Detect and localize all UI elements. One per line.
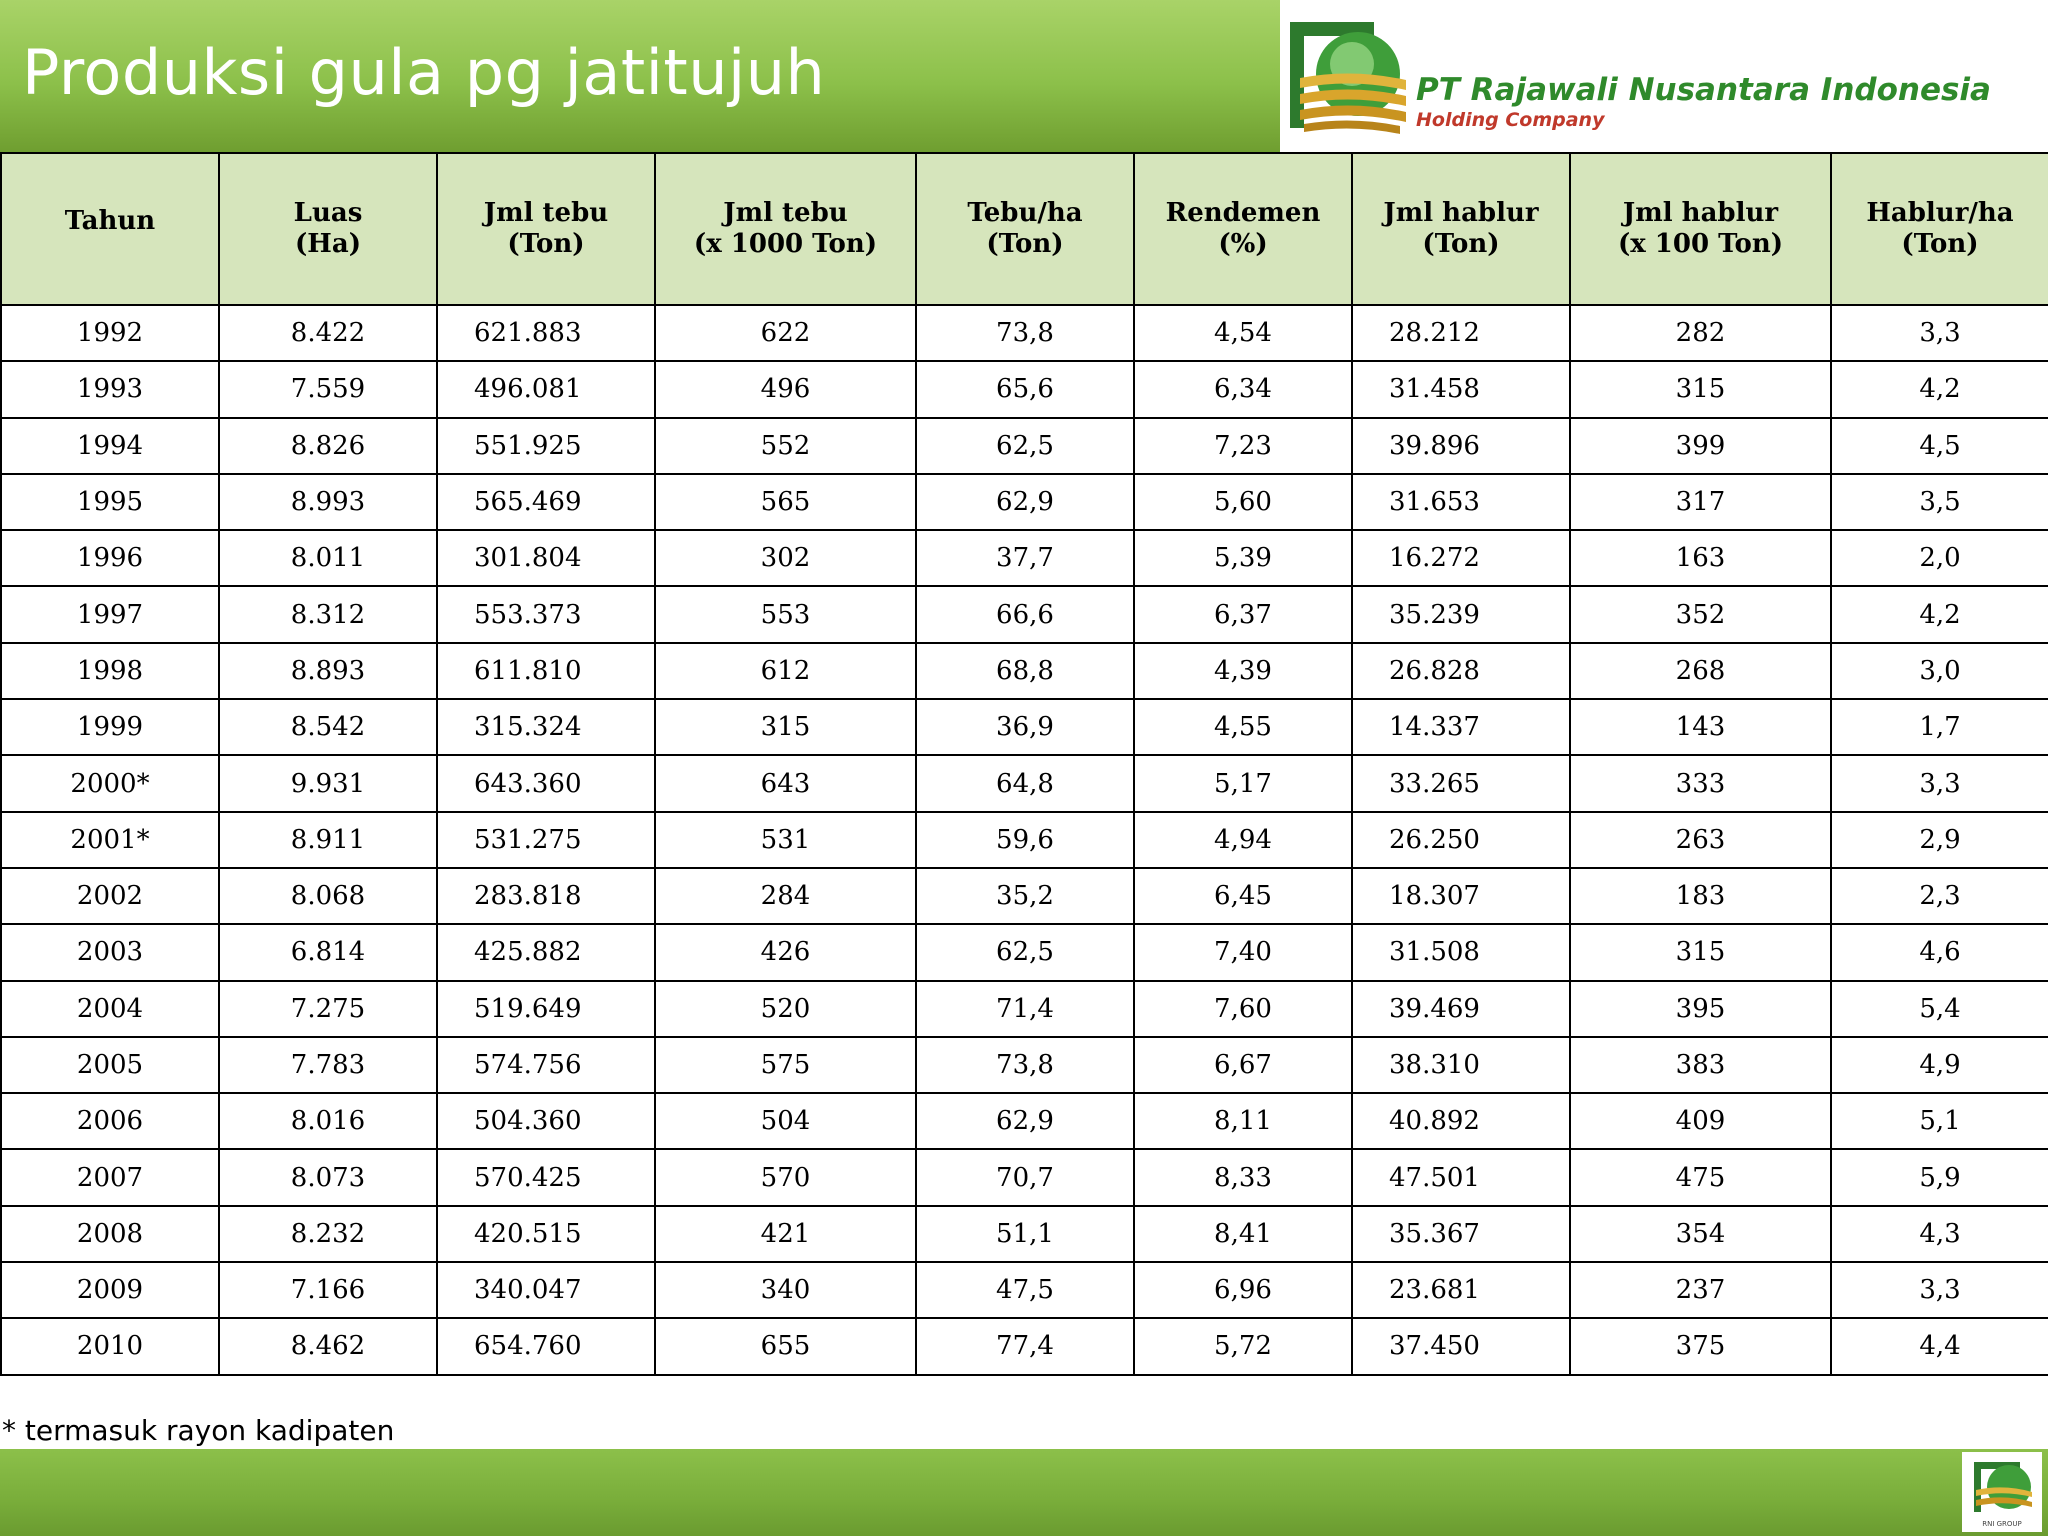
cell-jml-hablur: 38.310 xyxy=(1352,1037,1570,1093)
column-header-tebu-ha: Tebu/ha (Ton) xyxy=(916,153,1134,305)
table-row xyxy=(1,530,2048,586)
cell-tahun: 2009 xyxy=(1,1262,219,1318)
cell-luas: 8.993 xyxy=(219,474,437,530)
svg-text:RNI GROUP: RNI GROUP xyxy=(1982,1520,2022,1528)
table-row xyxy=(1,699,2048,755)
cell-luas: 8.826 xyxy=(219,418,437,474)
footer-bar xyxy=(0,1449,2048,1536)
cell-jml-hablur-100: 375 xyxy=(1570,1318,1831,1374)
cell-jml-hablur: 40.892 xyxy=(1352,1093,1570,1149)
cell-jml-tebu-1000: 553 xyxy=(655,586,916,642)
cell-tahun: 1998 xyxy=(1,643,219,699)
table-row xyxy=(1,755,2048,811)
cell-rendemen: 5,39 xyxy=(1134,530,1352,586)
production-table xyxy=(0,152,2048,1376)
cell-jml-hablur-100: 282 xyxy=(1570,305,1831,361)
cell-jml-hablur: 18.307 xyxy=(1352,868,1570,924)
column-header-luas: Luas (Ha) xyxy=(219,153,437,305)
cell-rendemen: 4,54 xyxy=(1134,305,1352,361)
table-row xyxy=(1,812,2048,868)
cell-jml-hablur-100: 352 xyxy=(1570,586,1831,642)
cell-jml-tebu-1000: 531 xyxy=(655,812,916,868)
cell-tahun: 1994 xyxy=(1,418,219,474)
cell-jml-tebu-1000: 496 xyxy=(655,361,916,417)
cell-jml-tebu: 301.804 xyxy=(437,530,655,586)
cell-jml-tebu-1000: 520 xyxy=(655,981,916,1037)
cell-luas: 6.814 xyxy=(219,924,437,980)
cell-hablur-ha: 4,2 xyxy=(1831,586,2048,642)
cell-jml-hablur-100: 315 xyxy=(1570,924,1831,980)
cell-tahun: 2000* xyxy=(1,755,219,811)
table-header-row xyxy=(1,153,2048,305)
cell-rendemen: 7,60 xyxy=(1134,981,1352,1037)
cell-hablur-ha: 4,2 xyxy=(1831,361,2048,417)
cell-jml-hablur: 14.337 xyxy=(1352,699,1570,755)
cell-tebu-ha: 73,8 xyxy=(916,1037,1134,1093)
cell-tahun: 2007 xyxy=(1,1149,219,1205)
cell-jml-tebu-1000: 315 xyxy=(655,699,916,755)
cell-rendemen: 6,67 xyxy=(1134,1037,1352,1093)
cell-hablur-ha: 4,4 xyxy=(1831,1318,2048,1374)
cell-luas: 8.011 xyxy=(219,530,437,586)
cell-luas: 7.166 xyxy=(219,1262,437,1318)
table-row xyxy=(1,924,2048,980)
cell-jml-tebu: 611.810 xyxy=(437,643,655,699)
cell-rendemen: 5,72 xyxy=(1134,1318,1352,1374)
cell-tahun: 2004 xyxy=(1,981,219,1037)
cell-luas: 8.911 xyxy=(219,812,437,868)
cell-tebu-ha: 62,5 xyxy=(916,418,1134,474)
rni-logo-icon xyxy=(1282,16,1412,144)
cell-hablur-ha: 2,0 xyxy=(1831,530,2048,586)
cell-jml-hablur: 28.212 xyxy=(1352,305,1570,361)
cell-rendemen: 6,96 xyxy=(1134,1262,1352,1318)
cell-tebu-ha: 62,9 xyxy=(916,1093,1134,1149)
rni-group-logo-icon xyxy=(1962,1452,2042,1532)
cell-hablur-ha: 5,4 xyxy=(1831,981,2048,1037)
cell-jml-hablur-100: 237 xyxy=(1570,1262,1831,1318)
cell-jml-hablur-100: 315 xyxy=(1570,361,1831,417)
cell-hablur-ha: 4,3 xyxy=(1831,1206,2048,1262)
cell-jml-hablur: 39.469 xyxy=(1352,981,1570,1037)
cell-tahun: 1995 xyxy=(1,474,219,530)
cell-jml-tebu-1000: 565 xyxy=(655,474,916,530)
table-row xyxy=(1,1093,2048,1149)
cell-tebu-ha: 66,6 xyxy=(916,586,1134,642)
cell-jml-tebu: 621.883 xyxy=(437,305,655,361)
cell-jml-tebu-1000: 552 xyxy=(655,418,916,474)
cell-jml-hablur-100: 399 xyxy=(1570,418,1831,474)
cell-jml-tebu: 504.360 xyxy=(437,1093,655,1149)
cell-jml-hablur: 37.450 xyxy=(1352,1318,1570,1374)
cell-luas: 8.422 xyxy=(219,305,437,361)
cell-jml-tebu: 574.756 xyxy=(437,1037,655,1093)
cell-tahun: 2006 xyxy=(1,1093,219,1149)
cell-tebu-ha: 35,2 xyxy=(916,868,1134,924)
cell-jml-hablur: 31.458 xyxy=(1352,361,1570,417)
cell-jml-tebu-1000: 570 xyxy=(655,1149,916,1205)
table-row xyxy=(1,1318,2048,1374)
cell-jml-tebu: 315.324 xyxy=(437,699,655,755)
cell-tebu-ha: 47,5 xyxy=(916,1262,1134,1318)
company-logo xyxy=(1282,10,2048,152)
cell-jml-tebu-1000: 302 xyxy=(655,530,916,586)
column-header-jml-hablur-100: Jml hablur (x 100 Ton) xyxy=(1570,153,1831,305)
cell-hablur-ha: 4,5 xyxy=(1831,418,2048,474)
cell-jml-tebu: 340.047 xyxy=(437,1262,655,1318)
cell-luas: 9.931 xyxy=(219,755,437,811)
cell-jml-tebu: 643.360 xyxy=(437,755,655,811)
cell-hablur-ha: 3,3 xyxy=(1831,305,2048,361)
cell-luas: 8.312 xyxy=(219,586,437,642)
cell-jml-hablur-100: 268 xyxy=(1570,643,1831,699)
cell-hablur-ha: 4,9 xyxy=(1831,1037,2048,1093)
cell-jml-tebu: 283.818 xyxy=(437,868,655,924)
cell-jml-tebu-1000: 575 xyxy=(655,1037,916,1093)
table-row xyxy=(1,586,2048,642)
cell-tebu-ha: 36,9 xyxy=(916,699,1134,755)
table-row xyxy=(1,418,2048,474)
table-row xyxy=(1,981,2048,1037)
cell-jml-hablur: 31.653 xyxy=(1352,474,1570,530)
table-row xyxy=(1,1149,2048,1205)
cell-jml-tebu-1000: 426 xyxy=(655,924,916,980)
cell-jml-hablur-100: 395 xyxy=(1570,981,1831,1037)
cell-jml-tebu: 420.515 xyxy=(437,1206,655,1262)
cell-tebu-ha: 64,8 xyxy=(916,755,1134,811)
cell-tahun: 2010 xyxy=(1,1318,219,1374)
cell-hablur-ha: 2,9 xyxy=(1831,812,2048,868)
cell-jml-tebu-1000: 504 xyxy=(655,1093,916,1149)
cell-tahun: 2002 xyxy=(1,868,219,924)
cell-jml-tebu: 551.925 xyxy=(437,418,655,474)
cell-luas: 7.559 xyxy=(219,361,437,417)
cell-rendemen: 7,23 xyxy=(1134,418,1352,474)
cell-luas: 8.542 xyxy=(219,699,437,755)
table-row xyxy=(1,643,2048,699)
cell-jml-tebu: 496.081 xyxy=(437,361,655,417)
cell-jml-hablur-100: 475 xyxy=(1570,1149,1831,1205)
column-header-hablur-ha: Hablur/ha (Ton) xyxy=(1831,153,2048,305)
cell-luas: 8.232 xyxy=(219,1206,437,1262)
cell-tebu-ha: 59,6 xyxy=(916,812,1134,868)
company-name: PT Rajawali Nusantara Indonesia xyxy=(1416,72,1991,108)
cell-hablur-ha: 3,5 xyxy=(1831,474,2048,530)
cell-jml-hablur: 39.896 xyxy=(1352,418,1570,474)
cell-rendemen: 8,33 xyxy=(1134,1149,1352,1205)
cell-hablur-ha: 5,1 xyxy=(1831,1093,2048,1149)
cell-luas: 8.462 xyxy=(219,1318,437,1374)
table-row xyxy=(1,868,2048,924)
cell-jml-tebu-1000: 340 xyxy=(655,1262,916,1318)
cell-jml-tebu-1000: 612 xyxy=(655,643,916,699)
cell-rendemen: 5,60 xyxy=(1134,474,1352,530)
cell-luas: 8.893 xyxy=(219,643,437,699)
cell-luas: 7.275 xyxy=(219,981,437,1037)
cell-jml-tebu-1000: 643 xyxy=(655,755,916,811)
cell-tebu-ha: 51,1 xyxy=(916,1206,1134,1262)
cell-jml-hablur-100: 383 xyxy=(1570,1037,1831,1093)
column-header-jml-tebu: Jml tebu (Ton) xyxy=(437,153,655,305)
cell-luas: 8.016 xyxy=(219,1093,437,1149)
cell-tahun: 1996 xyxy=(1,530,219,586)
cell-tahun: 1997 xyxy=(1,586,219,642)
cell-tebu-ha: 71,4 xyxy=(916,981,1134,1037)
cell-hablur-ha: 5,9 xyxy=(1831,1149,2048,1205)
cell-jml-tebu: 553.373 xyxy=(437,586,655,642)
cell-jml-tebu-1000: 284 xyxy=(655,868,916,924)
column-header-jml-tebu-1000: Jml tebu (x 1000 Ton) xyxy=(655,153,916,305)
column-header-rendemen: Rendemen (%) xyxy=(1134,153,1352,305)
cell-tahun: 2005 xyxy=(1,1037,219,1093)
cell-tebu-ha: 62,9 xyxy=(916,474,1134,530)
cell-jml-hablur: 26.250 xyxy=(1352,812,1570,868)
cell-jml-hablur: 35.367 xyxy=(1352,1206,1570,1262)
cell-jml-hablur-100: 143 xyxy=(1570,699,1831,755)
cell-hablur-ha: 3,3 xyxy=(1831,1262,2048,1318)
table-row xyxy=(1,1262,2048,1318)
cell-jml-hablur: 35.239 xyxy=(1352,586,1570,642)
cell-tebu-ha: 65,6 xyxy=(916,361,1134,417)
cell-tebu-ha: 37,7 xyxy=(916,530,1134,586)
cell-hablur-ha: 3,3 xyxy=(1831,755,2048,811)
cell-jml-hablur-100: 263 xyxy=(1570,812,1831,868)
table-row xyxy=(1,1206,2048,1262)
cell-tebu-ha: 73,8 xyxy=(916,305,1134,361)
cell-rendemen: 4,55 xyxy=(1134,699,1352,755)
cell-jml-hablur: 26.828 xyxy=(1352,643,1570,699)
page-title: Produksi gula pg jatitujuh xyxy=(22,36,826,109)
cell-luas: 7.783 xyxy=(219,1037,437,1093)
cell-jml-tebu-1000: 421 xyxy=(655,1206,916,1262)
cell-tahun: 1999 xyxy=(1,699,219,755)
footnote: * termasuk rayon kadipaten xyxy=(2,1414,395,1447)
cell-rendemen: 8,41 xyxy=(1134,1206,1352,1262)
cell-jml-tebu: 654.760 xyxy=(437,1318,655,1374)
column-header-jml-hablur: Jml hablur (Ton) xyxy=(1352,153,1570,305)
cell-jml-hablur: 16.272 xyxy=(1352,530,1570,586)
cell-luas: 8.068 xyxy=(219,868,437,924)
cell-rendemen: 4,94 xyxy=(1134,812,1352,868)
cell-jml-hablur-100: 163 xyxy=(1570,530,1831,586)
cell-jml-hablur: 47.501 xyxy=(1352,1149,1570,1205)
cell-jml-tebu: 425.882 xyxy=(437,924,655,980)
cell-jml-tebu: 519.649 xyxy=(437,981,655,1037)
cell-jml-hablur-100: 317 xyxy=(1570,474,1831,530)
column-header-tahun: Tahun xyxy=(1,153,219,305)
table-row xyxy=(1,1037,2048,1093)
cell-jml-hablur-100: 333 xyxy=(1570,755,1831,811)
cell-tebu-ha: 68,8 xyxy=(916,643,1134,699)
cell-rendemen: 7,40 xyxy=(1134,924,1352,980)
cell-tebu-ha: 62,5 xyxy=(916,924,1134,980)
cell-jml-tebu-1000: 655 xyxy=(655,1318,916,1374)
cell-hablur-ha: 2,3 xyxy=(1831,868,2048,924)
cell-jml-tebu-1000: 622 xyxy=(655,305,916,361)
cell-jml-hablur-100: 183 xyxy=(1570,868,1831,924)
cell-hablur-ha: 1,7 xyxy=(1831,699,2048,755)
cell-jml-hablur: 31.508 xyxy=(1352,924,1570,980)
title-bar xyxy=(0,0,1280,152)
cell-rendemen: 5,17 xyxy=(1134,755,1352,811)
cell-tahun: 1992 xyxy=(1,305,219,361)
cell-rendemen: 6,34 xyxy=(1134,361,1352,417)
cell-tahun: 2008 xyxy=(1,1206,219,1262)
table-row xyxy=(1,305,2048,361)
cell-jml-tebu: 570.425 xyxy=(437,1149,655,1205)
cell-tahun: 2003 xyxy=(1,924,219,980)
cell-jml-tebu: 531.275 xyxy=(437,812,655,868)
company-subtitle: Holding Company xyxy=(1416,109,1605,131)
cell-luas: 8.073 xyxy=(219,1149,437,1205)
cell-tebu-ha: 70,7 xyxy=(916,1149,1134,1205)
cell-jml-tebu: 565.469 xyxy=(437,474,655,530)
cell-tahun: 1993 xyxy=(1,361,219,417)
cell-jml-hablur-100: 409 xyxy=(1570,1093,1831,1149)
cell-hablur-ha: 4,6 xyxy=(1831,924,2048,980)
cell-rendemen: 6,45 xyxy=(1134,868,1352,924)
cell-jml-hablur: 33.265 xyxy=(1352,755,1570,811)
table-row xyxy=(1,361,2048,417)
cell-rendemen: 6,37 xyxy=(1134,586,1352,642)
table-row xyxy=(1,474,2048,530)
cell-jml-hablur-100: 354 xyxy=(1570,1206,1831,1262)
cell-tahun: 2001* xyxy=(1,812,219,868)
cell-rendemen: 4,39 xyxy=(1134,643,1352,699)
cell-rendemen: 8,11 xyxy=(1134,1093,1352,1149)
cell-hablur-ha: 3,0 xyxy=(1831,643,2048,699)
cell-jml-hablur: 23.681 xyxy=(1352,1262,1570,1318)
cell-tebu-ha: 77,4 xyxy=(916,1318,1134,1374)
